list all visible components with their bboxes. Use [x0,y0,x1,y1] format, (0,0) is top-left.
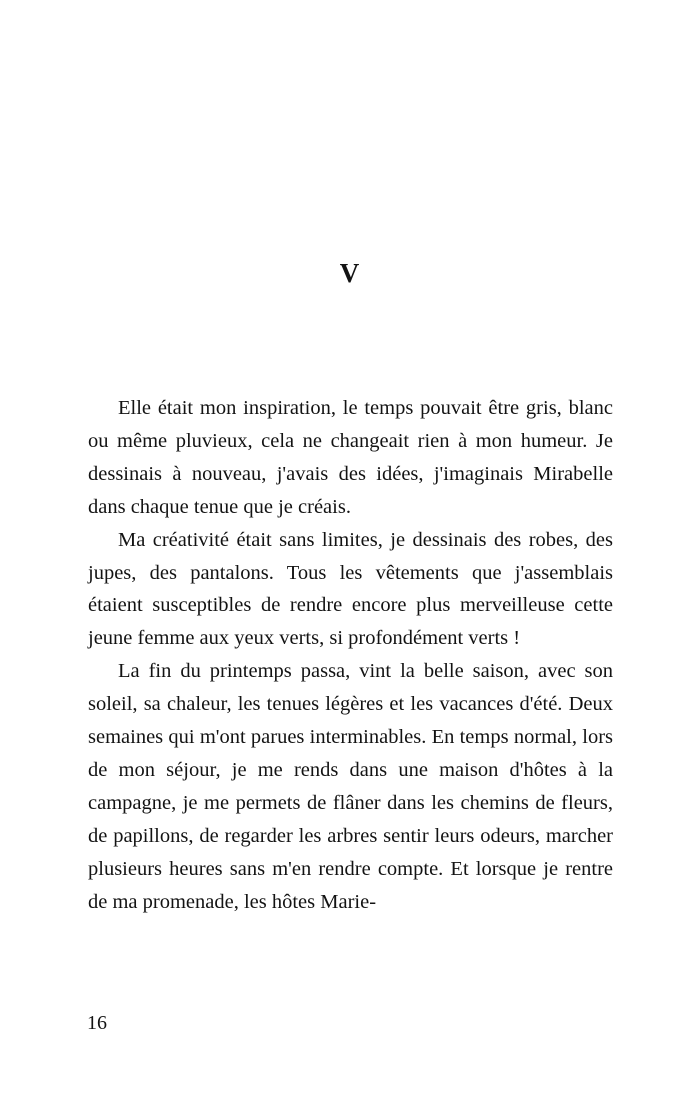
body-text [88,392,613,919]
paragraph-2: Ma créativité était sans limites, je dessinais des robes, des jupes, des pantalons. Tous les vêtements que j'assemblais étaient susceptibles de rendre encore plus merveilleuse cette jeune femme aux yeux verts, si profondément verts ! [88,528,613,650]
chapter-heading: V [339,258,361,288]
paragraph-1: Elle était mon inspiration, le temps pouvait être gris, blanc ou même pluvieux, cela ne changeait rien à mon humeur. Je dessinais à nouveau, j'avais des idées, j'imaginais Mirabelle dans chaque tenue que je créais. [88,397,613,518]
paragraph-3: La fin du printemps passa, vint la belle saison, avec son soleil, sa chaleur, les tenues légères et les vacances d'été. Deux semaines qui m'ont parues interminables. En temps normal, lors de mon séjour, je me rends dans une maison d'hôtes à la campagne, je me permets de flâner dans les chemins de fleurs, de papillons, de regarder les arbres sentir leurs odeurs, marcher plusieurs heures sans m'en rendre compte. Et lorsque je rentre de ma promenade, les hôtes Marie- [88,660,613,913]
page-number: 16 [87,1012,107,1034]
